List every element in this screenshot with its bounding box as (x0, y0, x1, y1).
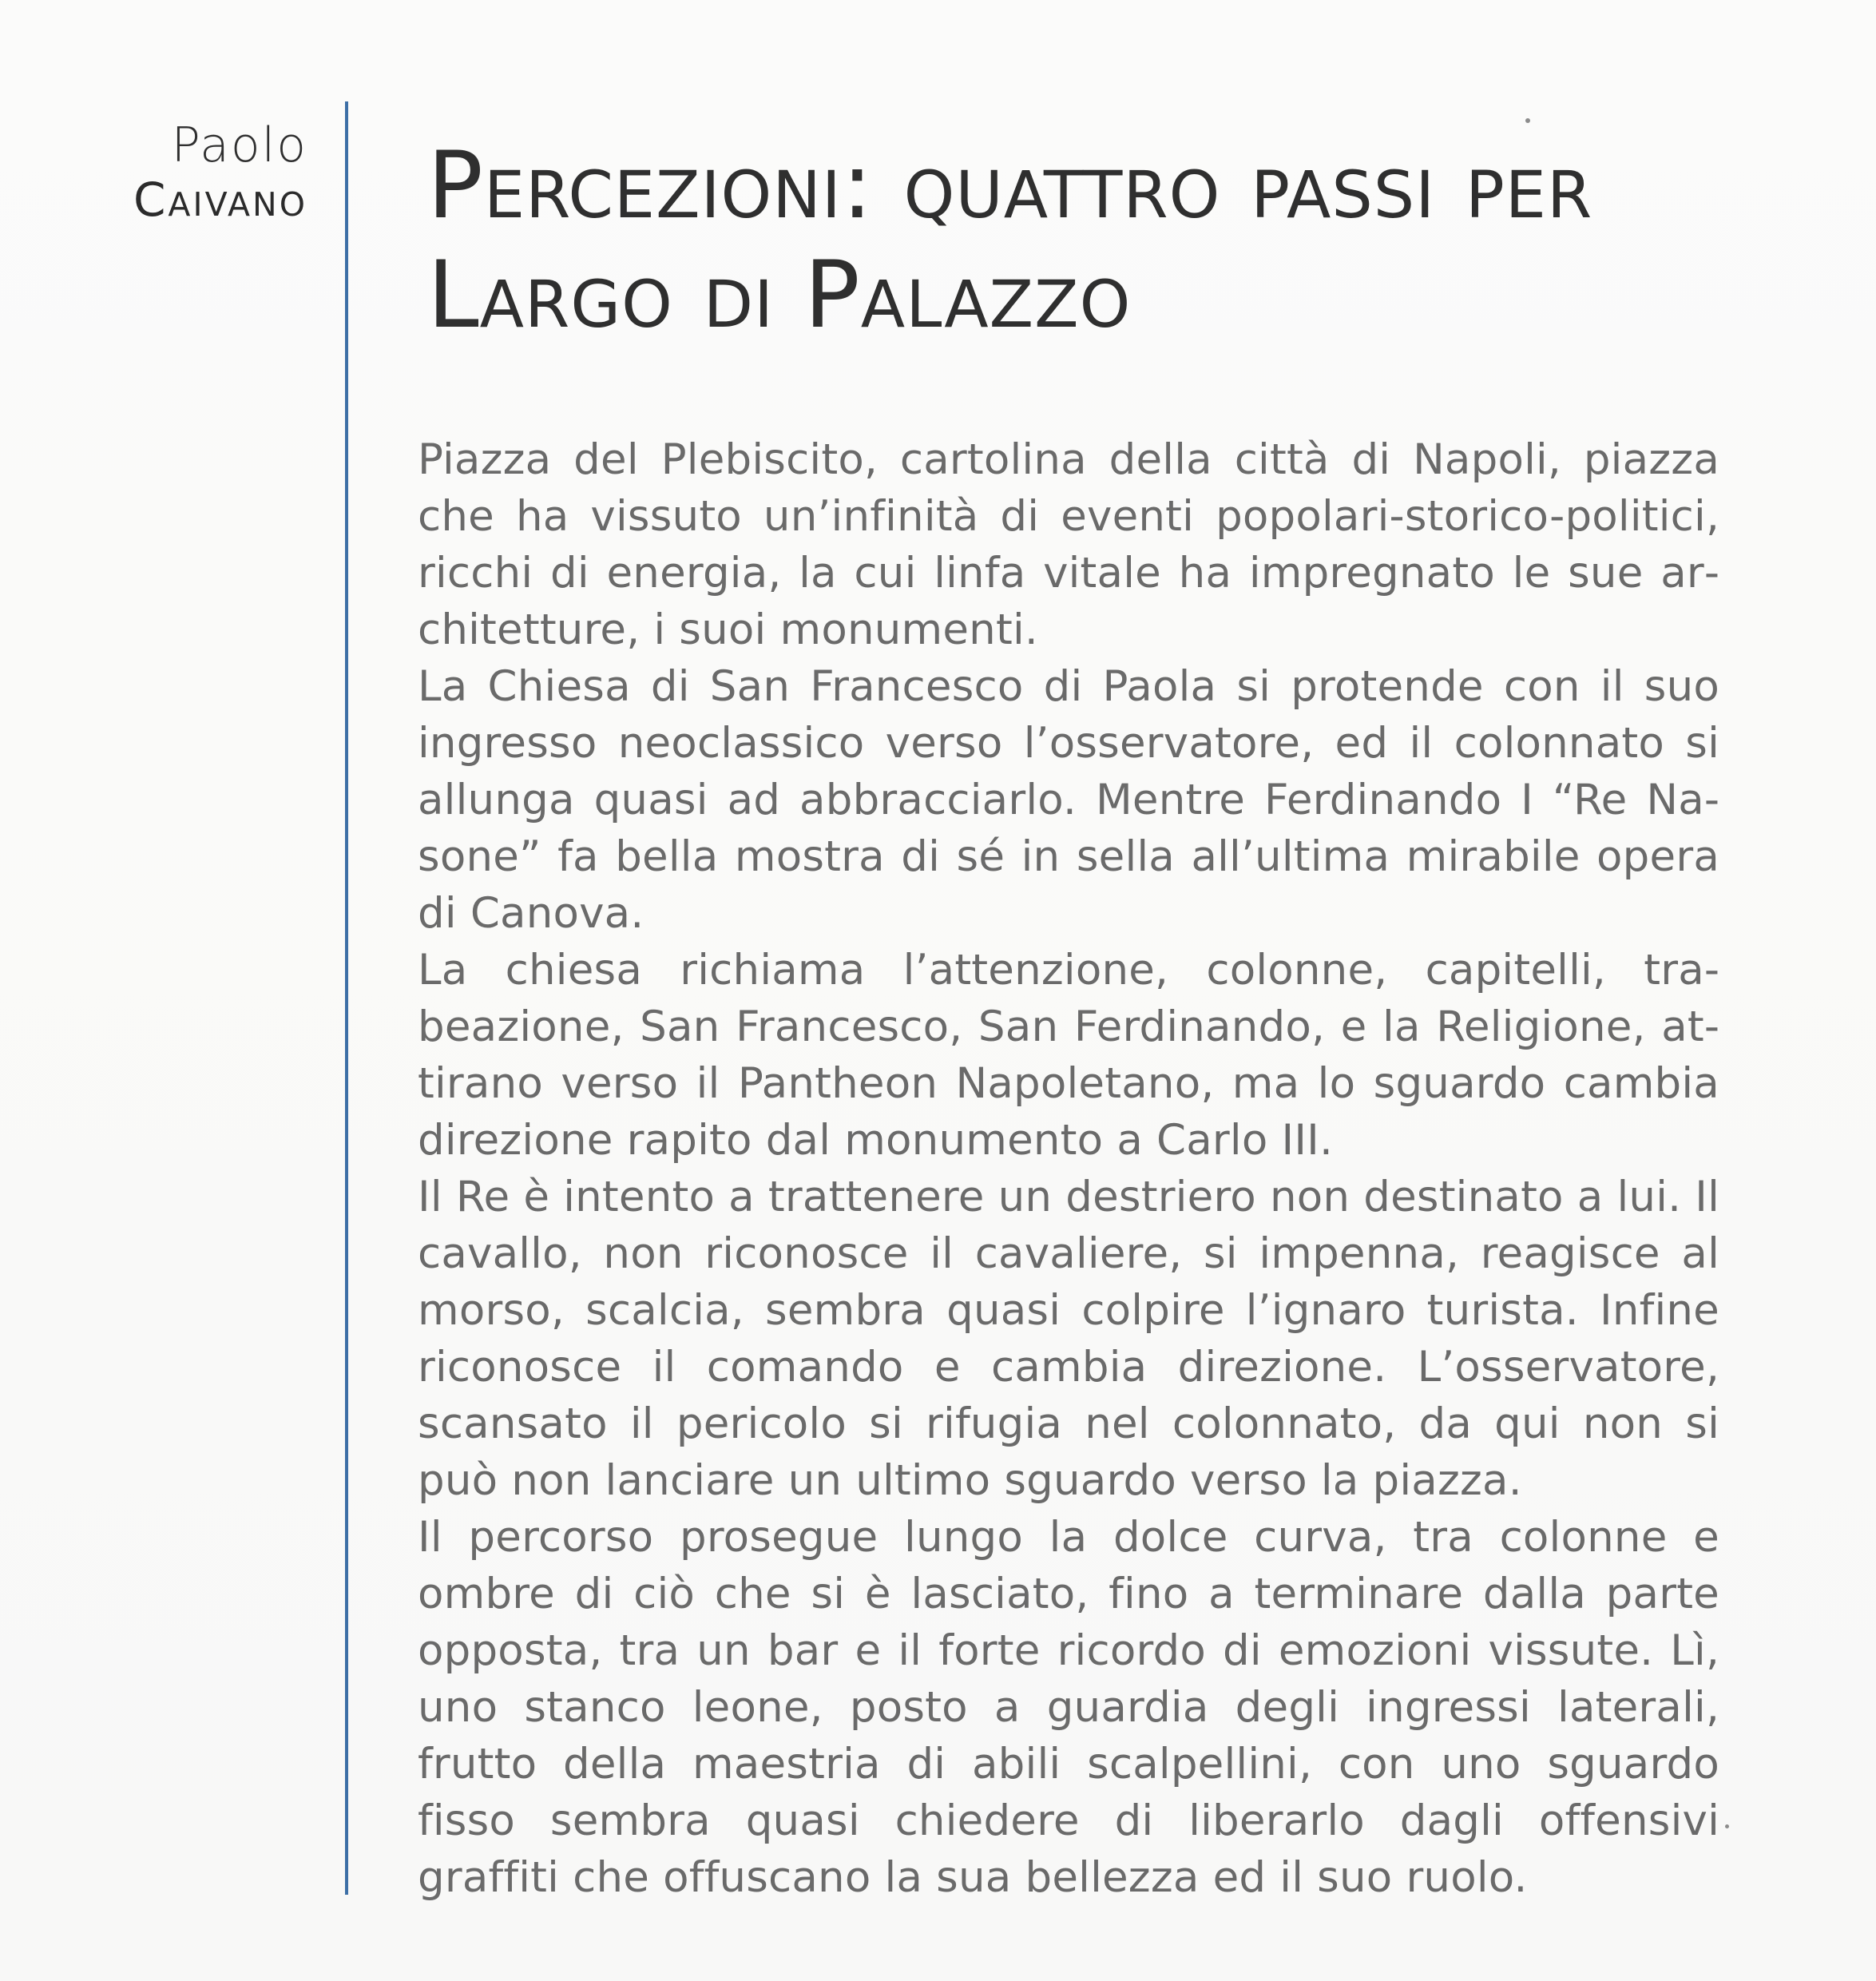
paper-speck (1725, 1824, 1729, 1828)
paragraph-3: La chiesa richiama l’attenzione, colonne, capitelli, trabeazione, San Francesco, San Ferdinando, e la Religione, attirano verso il Pantheon Napoletano, ma lo sguardo cambia direzione rapito dal monumento a Carlo III. (418, 946, 1719, 1165)
paragraph-1: Piazza del Plebiscito, cartolina della città di Napoli, piazza che ha vissuto un’infinità di eventi popolari-storico-politici, ricchi di energia, la cui linfa vitale ha impregnato le sue architetture, i suoi monumenti. (418, 435, 1719, 654)
article-body (418, 431, 1719, 1906)
paragraph-5: Il percorso prosegue lungo la dolce curva, tra colonne e ombre di ciò che si è lasciato, fino a terminare dalla parte opposta, tra un bar e il forte ricordo di emozioni vissute. Lì, uno stanco leone, posto a guardia degli ingressi laterali, frutto della maestria di abili scalpellini, con uno sguardo fisso sembra quasi chiedere di liberarlo dagli offensivi graffiti che offuscano la sua bellezza ed il suo ruolo. (418, 1513, 1719, 1902)
paragraph-2: La Chiesa di San Francesco di Paola si protende con il suo ingresso neoclassico verso l’osservatore, ed il colonnato si allunga quasi ad abbracciarlo. Mentre Ferdinando I “Re Nasone” fa bella mostra di sé in sella all’ultima mirabile opera di Canova. (418, 662, 1719, 938)
vertical-divider (345, 101, 348, 1895)
author-last-name: Caivano (133, 172, 307, 227)
author-byline (48, 117, 307, 227)
article-title: Percezioni: quattro passi per Largo di Palazzo (427, 132, 1593, 349)
author-first-name: Paolo (171, 117, 307, 173)
paragraph-4: Il Re è intento a trattenere un destriero non destinato a lui. Il cavallo, non riconosce il cavaliere, si impenna, reagisce al morso, scalcia, sembra quasi colpire l’ignaro turista. Infine riconosce il comando e cambia direzione. L’osservatore, scansato il pericolo si rifugia nel colonnato, da qui non si può non lanciare un ultimo sguardo verso la piazza. (418, 1173, 1719, 1505)
paper-speck (1525, 118, 1530, 123)
